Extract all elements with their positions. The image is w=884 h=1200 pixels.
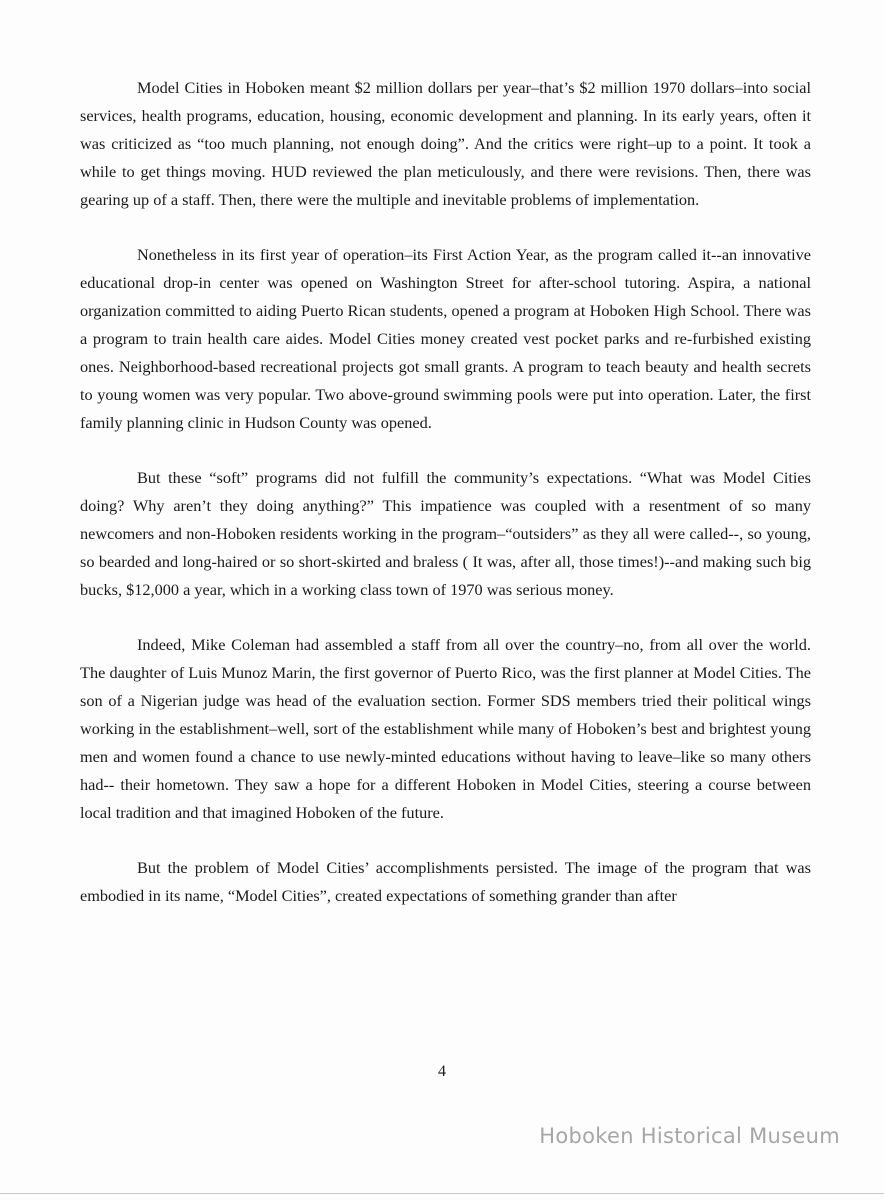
text-body (80, 74, 811, 937)
paragraph-4: Indeed, Mike Coleman had assembled a staff from all over the country–no, from all over the world. The daughter of Luis Munoz Marin, the first governor of Puerto Rico, was the first planner at Model Cities. The son of a Nigerian judge was head of the evaluation section. Former SDS members tried their political wings working in the establishment–well, sort of the establishment while many of Hoboken’s best and brightest young men and women found a chance to use newly-minted educations without having to leave–like so many others had-- their hometown. They saw a hope for a different Hoboken in Model Cities, steering a course between local tradition and that imagined Hoboken of the future. (80, 635, 811, 822)
paragraph-2: Nonetheless in its first year of operation–its First Action Year, as the program called it--an innovative educational drop-in center was opened on Washington Street for after-school tutoring. Aspira, a national organization committed to aiding Puerto Rican students, opened a program at Hoboken High School. There was a program to train health care aides. Model Cities money created vest pocket parks and re-furbished existing ones. Neighborhood-based recreational projects got small grants. A program to teach beauty and health secrets to young women was very popular. Two above-ground swimming pools were put into operation. Later, the first family planning clinic in Hudson County was opened. (80, 245, 811, 432)
page-number: 4 (438, 1063, 446, 1080)
watermark: Hoboken Historical Museum (539, 1124, 840, 1148)
page-edge-divider (0, 1193, 884, 1194)
paragraph-1: Model Cities in Hoboken meant $2 million dollars per year–that’s $2 million 1970 dollars–into social services, health programs, education, housing, economic development and planning. In its early years, often it was criticized as “too much planning, not enough doing”. And the critics were right–up to a point. It took a while to get things moving. HUD reviewed the plan meticulously, and there were revisions. Then, there was gearing up of a staff. Then, there were the multiple and inevitable problems of implementation. (80, 78, 811, 209)
paragraph-5: But the problem of Model Cities’ accomplishments persisted. The image of the program that was embodied in its name, “Model Cities”, created expectations of something grander than after (80, 858, 811, 905)
paragraph-3: But these “soft” programs did not fulfill the community’s expectations. “What was Model Cities doing? Why aren’t they doing anything?” This impatience was coupled with a resentment of so many newcomers and non-Hoboken residents working in the program–“outsiders” as they all were called--, so young, so bearded and long-haired or so short-skirted and braless ( It was, after all, those times!)--and making such big bucks, $12,000 a year, which in a working class town of 1970 was serious money. (80, 468, 811, 599)
